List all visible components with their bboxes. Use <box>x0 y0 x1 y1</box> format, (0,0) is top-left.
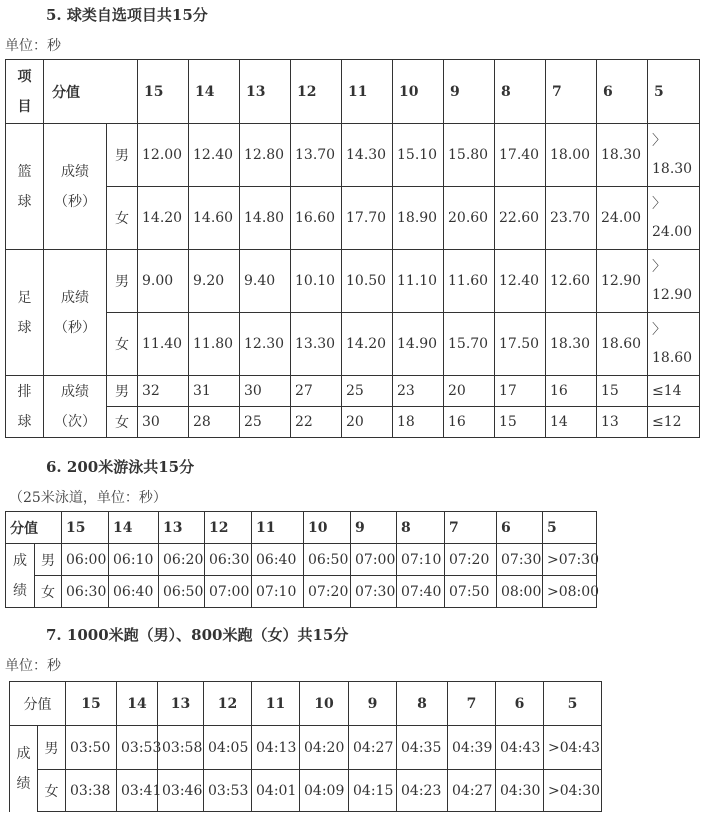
cell: 9.40 <box>240 250 291 313</box>
cell: 20.60 <box>444 187 495 250</box>
cell: 14.90 <box>393 313 444 376</box>
cell: 25 <box>342 376 393 407</box>
cell-threshold: ≤14 <box>648 376 700 407</box>
score-col-header: 8 <box>397 682 448 726</box>
cell: 04:13 <box>252 726 300 770</box>
cell: 07:20 <box>304 576 351 608</box>
metric-label: 成绩 （秒） <box>44 250 107 376</box>
cell: 03:53 <box>117 726 158 770</box>
cell: 22.60 <box>495 187 546 250</box>
cell: 07:00 <box>351 544 397 576</box>
cell: 17 <box>495 376 546 407</box>
cell: 04:27 <box>349 726 397 770</box>
cell: >04:43 <box>544 726 602 770</box>
table-header-row <box>10 682 602 726</box>
gender-female: 女 <box>107 407 138 438</box>
cell-threshold: ≤12 <box>648 407 700 438</box>
cell: 12.60 <box>546 250 597 313</box>
cell: 03:38 <box>66 770 117 812</box>
gender-male: 男 <box>107 376 138 407</box>
cell: 14.30 <box>342 124 393 187</box>
cell: 07:10 <box>252 576 304 608</box>
cell-threshold: 〉 24.00 <box>648 187 700 250</box>
cell: 06:40 <box>252 544 304 576</box>
cell: 11.80 <box>189 313 240 376</box>
cell: 06:30 <box>205 544 252 576</box>
cell: 11.10 <box>393 250 444 313</box>
score-col-header: 9 <box>444 60 495 124</box>
cell: 04:01 <box>252 770 300 812</box>
cell: 12.90 <box>597 250 648 313</box>
cell: 24.00 <box>597 187 648 250</box>
score-col-header: 10 <box>300 682 349 726</box>
item-header: 项 目 <box>6 60 44 124</box>
score-col-header: 9 <box>349 682 397 726</box>
sport-basketball: 篮 球 <box>6 124 44 250</box>
table-row <box>6 124 700 187</box>
cell: 14.80 <box>240 187 291 250</box>
cell: 11.40 <box>138 313 189 376</box>
table-row <box>6 250 700 313</box>
score-col-header: 15 <box>138 60 189 124</box>
cell: 06:00 <box>62 544 109 576</box>
cell: 13.30 <box>291 313 342 376</box>
cell: 20 <box>342 407 393 438</box>
cell: >07:30 <box>543 544 597 576</box>
score-col-header: 8 <box>495 60 546 124</box>
cell: 11.60 <box>444 250 495 313</box>
score-header: 分值 <box>44 60 138 124</box>
cell: 04:30 <box>496 770 544 812</box>
cell: 28 <box>189 407 240 438</box>
cell: 18 <box>393 407 444 438</box>
cell-threshold: 〉 18.60 <box>648 313 700 376</box>
score-col-header: 6 <box>597 60 648 124</box>
score-col-header: 8 <box>397 512 445 544</box>
cell-threshold: 〉 18.30 <box>648 124 700 187</box>
cell: 04:23 <box>397 770 448 812</box>
cell: 14.20 <box>342 313 393 376</box>
score-col-header: 12 <box>204 682 252 726</box>
cell: >08:00 <box>543 576 597 608</box>
table-row <box>6 407 700 438</box>
score-col-header: 11 <box>252 512 304 544</box>
cell: 03:58 <box>158 726 204 770</box>
running-table <box>9 681 602 812</box>
swimming-table <box>5 511 600 608</box>
table-header-row <box>6 512 597 544</box>
cell: 14 <box>546 407 597 438</box>
score-col-header: 10 <box>304 512 351 544</box>
cell: 14.60 <box>189 187 240 250</box>
score-header: 分值 <box>10 682 66 726</box>
cell: 16.60 <box>291 187 342 250</box>
cell: 10.50 <box>342 250 393 313</box>
cell: 23.70 <box>546 187 597 250</box>
score-col-header: 13 <box>158 682 204 726</box>
score-col-header: 11 <box>252 682 300 726</box>
cell: 12.80 <box>240 124 291 187</box>
score-col-header: 14 <box>189 60 240 124</box>
ball-sports-table <box>5 59 700 438</box>
cell: 03:53 <box>204 770 252 812</box>
cell: 18.30 <box>597 124 648 187</box>
cell: 07:20 <box>445 544 497 576</box>
table-row <box>6 544 597 576</box>
cell: 07:40 <box>397 576 445 608</box>
gender-female: 女 <box>38 770 66 812</box>
score-col-header: 15 <box>66 682 117 726</box>
metric-label: 成绩 （秒） <box>44 124 107 250</box>
score-col-header: 11 <box>342 60 393 124</box>
score-col-header: 12 <box>291 60 342 124</box>
cell: 30 <box>138 407 189 438</box>
score-col-header: 5 <box>543 512 597 544</box>
gender-male: 男 <box>35 544 62 576</box>
cell: 32 <box>138 376 189 407</box>
cell: 07:00 <box>205 576 252 608</box>
cell: 27 <box>291 376 342 407</box>
cell: 10.10 <box>291 250 342 313</box>
cell: 03:41 <box>117 770 158 812</box>
section6-title: 6. 200米游泳共15分 <box>46 458 195 476</box>
cell: 13.70 <box>291 124 342 187</box>
cell: 15 <box>597 376 648 407</box>
cell: 04:39 <box>448 726 496 770</box>
cell: 30 <box>240 376 291 407</box>
cell: 9.00 <box>138 250 189 313</box>
table-row <box>6 376 700 407</box>
gender-male: 男 <box>107 250 138 313</box>
score-col-header: 7 <box>448 682 496 726</box>
score-col-header: 14 <box>117 682 158 726</box>
cell: 06:40 <box>109 576 159 608</box>
gender-male: 男 <box>107 124 138 187</box>
table-row <box>6 576 597 608</box>
score-col-header: 7 <box>445 512 497 544</box>
cell: 25 <box>240 407 291 438</box>
score-col-header: 5 <box>544 682 602 726</box>
cell: 17.40 <box>495 124 546 187</box>
cell: 23 <box>393 376 444 407</box>
table-row <box>10 770 602 812</box>
cell: 04:15 <box>349 770 397 812</box>
cell: 06:20 <box>159 544 205 576</box>
metric-label: 成 绩 <box>10 726 38 812</box>
score-col-header: 9 <box>351 512 397 544</box>
cell: 04:27 <box>448 770 496 812</box>
cell: 12.00 <box>138 124 189 187</box>
cell: 12.40 <box>189 124 240 187</box>
table-header-row <box>6 60 700 124</box>
score-col-header: 15 <box>62 512 109 544</box>
cell: 04:09 <box>300 770 349 812</box>
section7-unit: 单位：秒 <box>5 658 61 674</box>
cell: 06:50 <box>159 576 205 608</box>
cell: 9.20 <box>189 250 240 313</box>
cell: 18.30 <box>546 313 597 376</box>
score-col-header: 6 <box>497 512 543 544</box>
cell: 18.90 <box>393 187 444 250</box>
cell: 18.60 <box>597 313 648 376</box>
cell: 06:50 <box>304 544 351 576</box>
table-row <box>6 187 700 250</box>
cell: 06:30 <box>62 576 109 608</box>
cell-threshold: 〉 12.90 <box>648 250 700 313</box>
cell: 15.80 <box>444 124 495 187</box>
cell: 04:20 <box>300 726 349 770</box>
gender-female: 女 <box>35 576 62 608</box>
cell: 15.10 <box>393 124 444 187</box>
cell: 31 <box>189 376 240 407</box>
score-col-header: 13 <box>240 60 291 124</box>
cell: 06:10 <box>109 544 159 576</box>
cell: 15.70 <box>444 313 495 376</box>
cell: 12.30 <box>240 313 291 376</box>
cell: 16 <box>444 407 495 438</box>
table-row <box>10 726 602 770</box>
cell: 03:50 <box>66 726 117 770</box>
cell: 20 <box>444 376 495 407</box>
cell: 15 <box>495 407 546 438</box>
gender-female: 女 <box>107 187 138 250</box>
cell: 18.00 <box>546 124 597 187</box>
cell: 16 <box>546 376 597 407</box>
cell: 04:35 <box>397 726 448 770</box>
cell: 12.40 <box>495 250 546 313</box>
section7-title: 7. 1000米跑（男）、800米跑（女）共15分 <box>46 626 349 644</box>
cell: 13 <box>597 407 648 438</box>
table-row <box>6 313 700 376</box>
sport-football: 足 球 <box>6 250 44 376</box>
score-header: 分值 <box>6 512 62 544</box>
section5-title: 5. 球类自选项目共15分 <box>46 6 208 24</box>
cell: 17.70 <box>342 187 393 250</box>
section6-unit: （25米泳道，单位：秒） <box>9 490 167 506</box>
cell: 08:00 <box>497 576 543 608</box>
cell: 07:10 <box>397 544 445 576</box>
section5-unit: 单位：秒 <box>5 38 61 54</box>
cell: 03:46 <box>158 770 204 812</box>
score-col-header: 10 <box>393 60 444 124</box>
score-col-header: 13 <box>159 512 205 544</box>
cell: >04:30 <box>544 770 602 812</box>
cell: 07:30 <box>351 576 397 608</box>
metric-label: 成 绩 <box>6 544 35 608</box>
cell: 14.20 <box>138 187 189 250</box>
score-col-header: 14 <box>109 512 159 544</box>
gender-male: 男 <box>38 726 66 770</box>
sport-volleyball: 排 球 <box>6 376 44 438</box>
score-col-header: 5 <box>648 60 700 124</box>
cell: 07:50 <box>445 576 497 608</box>
cell: 07:30 <box>497 544 543 576</box>
cell: 04:43 <box>496 726 544 770</box>
metric-label: 成绩 （次） <box>44 376 107 438</box>
cell: 22 <box>291 407 342 438</box>
cell: 04:05 <box>204 726 252 770</box>
score-col-header: 12 <box>205 512 252 544</box>
cell: 17.50 <box>495 313 546 376</box>
score-col-header: 6 <box>496 682 544 726</box>
score-col-header: 7 <box>546 60 597 124</box>
gender-female: 女 <box>107 313 138 376</box>
